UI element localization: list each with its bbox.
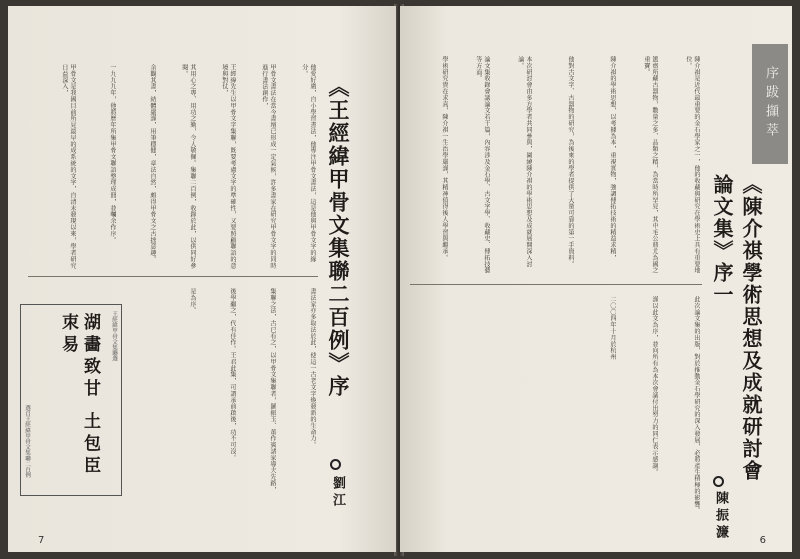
- left-body-upper-5: 余觀其書，結體嚴謹，用筆穩健，章法自然，頗得甲骨文之古拙意趣。: [149, 64, 156, 263]
- section-tab: 序跋擷萃: [752, 44, 788, 164]
- figure-caption: 王經緯甲骨文集聯選: [111, 311, 117, 362]
- left-column-divider: [28, 276, 318, 277]
- right-body-upper-1: 陳介祺是近代最重要的金石學家之一，他的收藏與研究在學術史上具有重要地位。: [684, 56, 700, 274]
- left-body-upper-1: 他愛好廣，自小學習書法，他專注甲骨文書法，這是他與甲骨文字的緣分。: [300, 64, 316, 263]
- left-page-number: 7: [38, 535, 45, 546]
- right-body-upper-5: 本次研討會由多方學者共同參與，圍繞陳介祺的學術思想及成就展開深入討論。: [516, 56, 532, 268]
- left-body-lower-2: 集聯之法，古已有之，以甲骨文集聯者，羅振玉、董作賓諸家導夫先路，: [269, 288, 276, 493]
- right-body-upper-4: 他對古文字、古器物的研究，為後來的學者提供了大量可靠的第一手資料。: [567, 56, 574, 268]
- left-body-lower-1: 書法家亦多取法於此，使這一古老文字煥發新的生命力。: [309, 288, 316, 448]
- left-page: [8, 6, 396, 552]
- right-body-upper-7: 學術研究貴在求真，陳介祺一生治學嚴謹，其精神值得後人學習與繼承。: [441, 56, 448, 261]
- right-page-number: 6: [759, 535, 766, 546]
- right-body-upper-3: 陳介祺的學術思想，以考據為本，重視實物，強調傳拓技術的精益求精，: [609, 56, 616, 261]
- right-body-lower-1: 此次論文集的出版，對於推動金石學研究的深入發展，必將產生積極的影響。: [693, 296, 700, 514]
- calligraphy-artwork: [57, 313, 101, 488]
- right-body-upper-2: 簠齋所藏古器物，數量之多、品類之精，為當時所罕見，其中毛公鼎尤為國之重寶。: [642, 56, 658, 274]
- right-body-upper-6: 論文集收錄會議論文若干篇，內容涉及金石學、古文字學、收藏史、傳拓技藝等方面。: [474, 56, 490, 274]
- left-body-lower-3: 後學繼之，代有佳作。王君此集，可謂承前啟後，功不可沒。: [229, 288, 236, 461]
- left-body-upper-2: 甲骨文書法在當今書壇已形成一定氣候，許多書家在研究甲骨文字的同時進行書法創作，: [260, 64, 276, 269]
- left-body-upper-6: 一九九九年，他將歷年所集甲骨文聯語整理成冊，並囑余作序。: [109, 64, 116, 244]
- left-body-upper-3: 王經緯先生以甲骨文字集聯，既要考慮文字的準確性，又要照顧聯語的意境與對仗，: [220, 64, 236, 269]
- author-bullet: [713, 476, 724, 487]
- calligraphy-figure: [20, 304, 122, 496]
- right-column-divider: [410, 284, 702, 285]
- right-page: [400, 6, 792, 552]
- right-article-title: 《陳介祺學術思想及成就研討會論文集》序一: [710, 174, 763, 482]
- left-article-author: 劉江: [330, 476, 345, 510]
- left-body-lower-4: 是為序。: [189, 288, 196, 314]
- right-article-author: 陳振濂: [713, 491, 728, 542]
- left-body-upper-7: 甲骨文是我國目前所見最早的成系統的文字，自清末發現以來，學者研究日益深入，: [60, 64, 76, 269]
- left-body-upper-4: 其用心之專、用功之勤，令人敬佩。集聯二百例，收錄於此，以供同好參閱。: [180, 64, 196, 269]
- author-bullet: [330, 459, 341, 470]
- right-body-lower-3: 二〇〇四年十月於杭州: [609, 296, 616, 360]
- calligraphy-glyphs: 湖畵致甘 土包臣朿易: [58, 313, 100, 478]
- figure-note: 選自王經緯甲骨文集聯二百例: [24, 405, 30, 478]
- left-article-title: 《王經緯甲骨文集聯二百例》序: [326, 76, 351, 398]
- right-body-lower-2: 謹以此文為序，並向所有為本次會議付出努力的同仁表示感謝。: [651, 296, 658, 476]
